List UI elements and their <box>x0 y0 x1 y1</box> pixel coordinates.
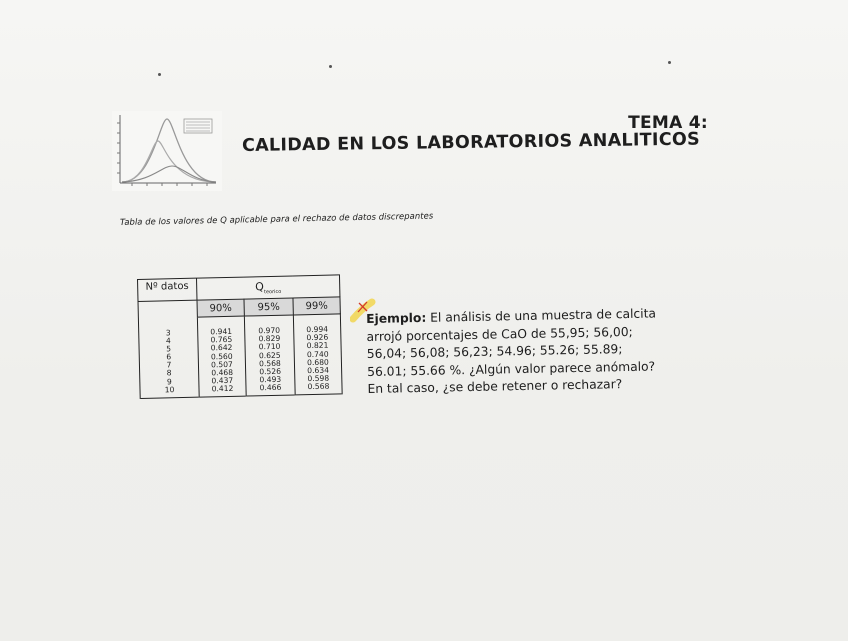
q99-value: 0.680 <box>306 357 329 367</box>
q90-value: 0.412 <box>211 384 234 394</box>
n-datos-column <box>138 317 199 398</box>
n-datos-spacer <box>138 300 197 318</box>
n-value: 3 <box>165 327 171 337</box>
q95-value: 0.466 <box>259 383 282 393</box>
n-value: 9 <box>166 376 172 386</box>
n-value: 10 <box>164 384 175 395</box>
n-value: 6 <box>166 352 172 362</box>
n-value: 4 <box>165 335 171 346</box>
q99-value: 0.568 <box>307 381 330 392</box>
confidence-95-header: 95% <box>244 298 293 316</box>
gaussian-figure-thumbnail <box>112 111 222 191</box>
topic-number: TEMA 4: <box>628 113 708 133</box>
q99-value: 0.821 <box>306 341 329 351</box>
q95-value: 0.493 <box>259 374 282 385</box>
q-values-table-wrapper <box>137 274 343 398</box>
n-datos-header: Nº datos <box>138 278 197 301</box>
q99-value: 0.598 <box>307 373 330 384</box>
q90-value: 0.765 <box>210 335 233 345</box>
q90-column <box>197 316 246 397</box>
q99-value: 0.926 <box>306 332 329 343</box>
example-label: Ejemplo: <box>366 310 427 326</box>
q95-column <box>244 315 295 396</box>
q95-value: 0.526 <box>259 366 282 377</box>
example-line-5: En tal caso, ¿se debe retener o rechazar? <box>367 377 623 397</box>
q95-value: 0.568 <box>258 358 281 369</box>
example-line-4: 56.01; 55.66 %. ¿Algún valor parece anómalo? <box>367 359 656 379</box>
page-title: CALIDAD EN LOS LABORATORIOS ANALITICOS <box>241 129 701 156</box>
scan-speck <box>329 65 332 68</box>
scan-speck <box>158 73 161 76</box>
q95-value: 0.829 <box>258 333 281 344</box>
table-caption: Tabla de los valores de Q aplicable para el rechazo de datos discrepantes <box>119 211 434 228</box>
confidence-90-header: 90% <box>197 299 244 317</box>
example-line-2: arrojó porcentajes de CaO de 55,95; 56,00; <box>366 324 633 344</box>
q-symbol: Q <box>255 280 265 294</box>
q90-value: 0.941 <box>210 326 233 337</box>
example-text: El análisis de una muestra de calcita <box>426 306 657 325</box>
q90-value: 0.468 <box>211 367 234 378</box>
q-theoretical-header <box>196 275 339 300</box>
q90-value: 0.437 <box>211 375 234 386</box>
q99-value: 0.994 <box>306 324 329 335</box>
q90-value: 0.560 <box>210 351 233 361</box>
n-value: 8 <box>166 368 172 378</box>
q95-value: 0.710 <box>258 342 281 352</box>
n-value: 7 <box>166 360 172 370</box>
gaussian-curves-icon <box>112 111 222 191</box>
q99-value: 0.740 <box>306 349 329 359</box>
q90-value: 0.507 <box>210 359 233 370</box>
example-line-3: 56,04; 56,08; 56,23; 54.96; 55.26; 55.89; <box>366 342 623 362</box>
q-values-table <box>137 274 343 398</box>
scan-speck <box>668 61 671 64</box>
example-problem <box>366 305 698 399</box>
q95-value: 0.970 <box>258 325 281 336</box>
confidence-99-header: 99% <box>293 297 340 315</box>
q-subscript: teorico <box>263 288 282 296</box>
q95-value: 0.625 <box>258 350 281 360</box>
q99-column <box>293 314 342 395</box>
n-value: 5 <box>166 344 172 354</box>
q90-value: 0.642 <box>210 343 233 353</box>
q99-value: 0.634 <box>307 365 330 376</box>
